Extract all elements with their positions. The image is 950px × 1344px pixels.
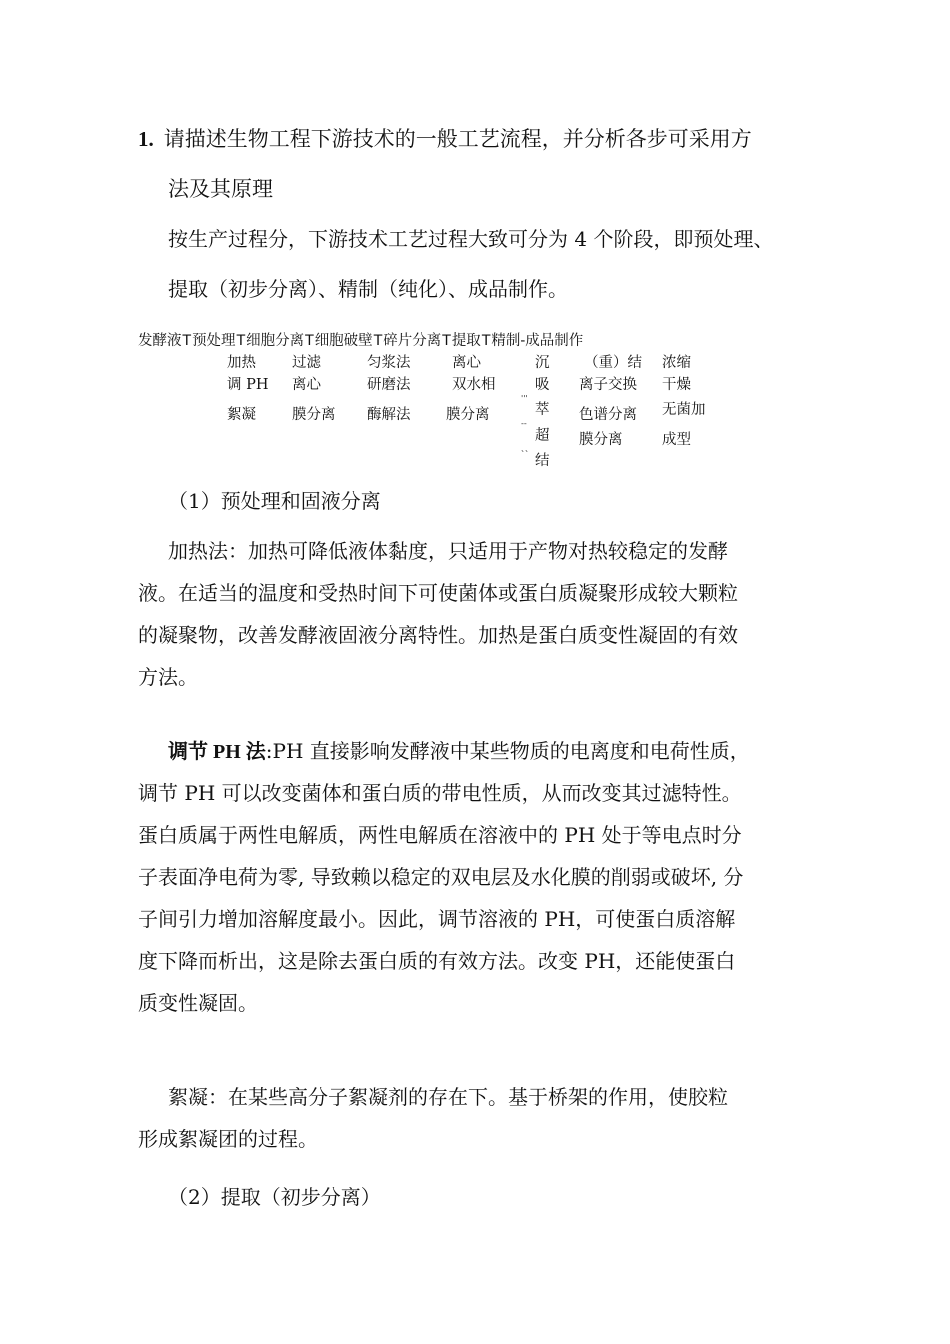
flow-method: 色谱分离	[579, 407, 637, 423]
flow-method: 吸	[535, 377, 550, 393]
flow-method: 膜分离	[579, 432, 623, 448]
ph-method-label: 调节 PH 法	[168, 741, 266, 763]
flow-method: 离心	[292, 377, 321, 393]
flow-method: 离心	[452, 355, 481, 371]
intro-line1: 按生产过程分，下游技术工艺过程大致可分为 4 个阶段，即预处理、	[168, 227, 774, 251]
flow-arrow: T	[481, 333, 491, 349]
paragraph-line: 质变性凝固。	[138, 991, 258, 1015]
question-number: 1.	[138, 127, 154, 151]
section1-heading: （1）预处理和固液分离	[168, 489, 381, 513]
process-flow-header	[138, 331, 583, 351]
flow-mark: --	[521, 419, 527, 428]
paragraph-line: 子间引力增加溶解度最小。因此，调节溶液的 PH，可使蛋白质溶解	[138, 907, 736, 931]
flow-step: 精制-成品制作	[491, 333, 584, 349]
question-text-line1: 请描述生物工程下游技术的一般工艺流程，并分析各步可采用方	[163, 127, 752, 151]
section2-heading: （2）提取（初步分离）	[168, 1185, 381, 1209]
flow-method: 絮凝	[227, 407, 256, 423]
flow-method: 离子交换	[579, 377, 637, 393]
paragraph-line: 絮凝：在某些高分子絮凝剂的存在下。基于桥架的作用，使胶粒	[168, 1085, 728, 1109]
flow-arrow: T	[236, 333, 246, 349]
flow-step: 发酵液	[138, 333, 182, 349]
flow-method: 酶解法	[367, 407, 411, 423]
flow-step: 细胞分离	[246, 333, 305, 349]
paragraph-line: 方法。	[138, 665, 198, 689]
flow-method: 调 PH	[227, 377, 269, 393]
question-title	[138, 124, 752, 154]
flow-method: 过滤	[292, 355, 321, 371]
paragraph-line: 形成絮凝团的过程。	[138, 1127, 318, 1151]
flow-arrow: T	[305, 333, 314, 349]
flow-arrow: T	[442, 333, 451, 349]
paragraph-line	[138, 730, 828, 772]
paragraph-line: 度下降而析出，这是除去蛋白质的有效方法。改变 PH，还能使蛋白	[138, 949, 736, 973]
flow-method: 加热	[227, 355, 256, 371]
flow-step: 细胞破壁	[314, 333, 373, 349]
paragraph-line: 加热法：加热可降低液体黏度，只适用于产物对热较稳定的发酵	[168, 539, 728, 563]
intro-line2: 提取（初步分离）、精制（纯化）、成品制作。	[168, 277, 568, 301]
flow-mark: 、、	[521, 444, 533, 453]
flow-arrow: T	[182, 333, 192, 349]
flow-method: 干燥	[662, 377, 691, 393]
question-text-line2: 法及其原理	[168, 177, 273, 201]
ph-paragraph	[138, 730, 828, 1024]
flow-method: 双水相	[452, 377, 496, 393]
flow-method: 膜分离	[292, 407, 336, 423]
flow-method: （重）结	[584, 355, 642, 371]
flow-step: 预处理	[192, 333, 236, 349]
flow-method: 超	[535, 428, 550, 444]
flow-method: 沉	[535, 355, 550, 371]
paragraph-line: 蛋白质属于两性电解质，两性电解质在溶液中的 PH 处于等电点时分	[138, 823, 742, 847]
flow-method: 萃	[535, 402, 550, 418]
paragraph-line: 液。在适当的温度和受热时间下可使菌体或蛋白质凝聚形成较大颗粒	[138, 581, 738, 605]
heating-paragraph	[138, 530, 828, 698]
flow-method: 成型	[662, 432, 691, 448]
ph-first-line-text: :PH 直接影响发酵液中某些物质的电离度和电荷性质，	[265, 739, 750, 763]
flow-method: 结	[535, 453, 550, 469]
flow-step: 提取	[451, 333, 481, 349]
paragraph-line: 的凝聚物，改善发酵液固液分离特性。加热是蛋白质变性凝固的有效	[138, 623, 738, 647]
flow-mark: '''	[521, 394, 528, 403]
flow-method: 研磨法	[367, 377, 411, 393]
flow-arrow: T	[373, 333, 383, 349]
paragraph-line: 子表面净电荷为零, 导致赖以稳定的双电层及水化膜的削弱或破坏, 分	[138, 865, 744, 889]
flow-method: 匀浆法	[367, 355, 411, 371]
flow-method: 无菌加	[662, 402, 706, 418]
flocculation-paragraph	[138, 1076, 828, 1160]
flow-step: 碎片分离	[383, 333, 442, 349]
flow-method: 浓缩	[662, 355, 691, 371]
paragraph-line: 调节 PH 可以改变菌体和蛋白质的带电性质，从而改变其过滤特性。	[138, 781, 742, 805]
flow-method: 膜分离	[446, 407, 490, 423]
